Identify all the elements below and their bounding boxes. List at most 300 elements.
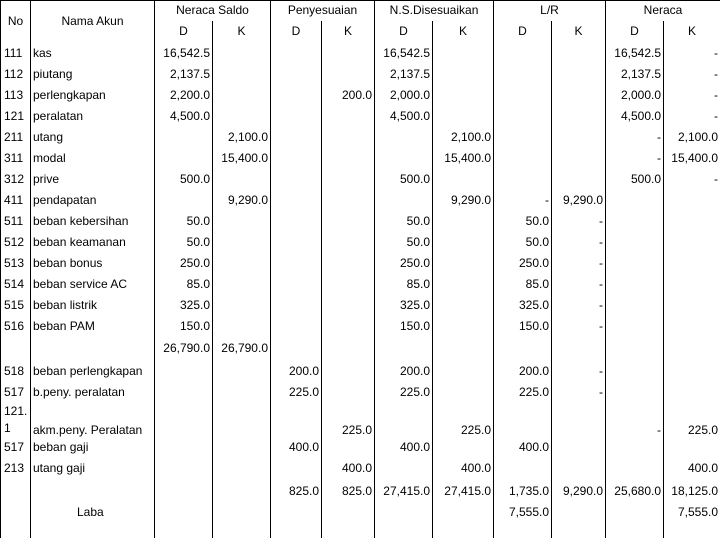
lr-debit-cell [494, 127, 552, 148]
adj-credit-cell [322, 316, 375, 337]
neraca-debit-cell [606, 382, 664, 403]
ns-debit-cell [155, 504, 213, 522]
adj-credit-cell [322, 232, 375, 253]
neraca-debit-cell [606, 458, 664, 479]
header-adjustments: Penyesuaian [271, 1, 375, 21]
nsd-debit-cell: 225.0 [375, 382, 433, 403]
ns-credit-cell [213, 437, 271, 458]
adj-credit-cell [322, 106, 375, 127]
lr-credit-cell [552, 64, 606, 85]
ns-debit-cell: 150.0 [155, 316, 213, 337]
lr-debit-cell: 7,555.0 [494, 504, 552, 522]
table-row [1, 274, 720, 295]
adj-debit-cell [271, 232, 322, 253]
ns-debit-cell: 16,542.5 [155, 43, 213, 64]
lr-debit-cell: 150.0 [494, 316, 552, 337]
adj-credit-cell [322, 190, 375, 211]
lr-debit-cell: 50.0 [494, 211, 552, 232]
account-name: beban service AC [31, 274, 155, 295]
adj-credit-cell: 200.0 [322, 85, 375, 106]
adj-debit-cell: 200.0 [271, 361, 322, 382]
account-name: b.peny. peralatan [31, 382, 155, 403]
lr-credit-cell [552, 148, 606, 169]
ns-debit-cell [155, 479, 213, 504]
account-name [31, 337, 155, 361]
lr-debit-cell [494, 43, 552, 64]
ns-credit-cell [213, 504, 271, 522]
header-debit: D [375, 21, 433, 43]
lr-debit-cell [494, 169, 552, 190]
nsd-debit-cell: 150.0 [375, 316, 433, 337]
adj-debit-cell [271, 106, 322, 127]
neraca-debit-cell: 500.0 [606, 169, 664, 190]
neraca-debit-cell [606, 190, 664, 211]
lr-debit-cell [494, 106, 552, 127]
adj-credit-cell: 225.0 [322, 403, 375, 437]
account-name: kas [31, 43, 155, 64]
account-number: 112 [1, 64, 31, 85]
table-row [1, 211, 720, 232]
lr-credit-cell: - [552, 361, 606, 382]
adj-debit-cell [271, 253, 322, 274]
adj-debit-cell: 400.0 [271, 437, 322, 458]
ns-debit-cell: 4,500.0 [155, 106, 213, 127]
nsd-debit-cell: 500.0 [375, 169, 433, 190]
ns-credit-cell [213, 479, 271, 504]
table-row [1, 382, 720, 403]
ns-debit-cell [155, 458, 213, 479]
header-debit: D [606, 21, 664, 43]
neraca-debit-cell: 25,680.0 [606, 479, 664, 504]
account-name [31, 479, 155, 504]
account-name: piutang [31, 64, 155, 85]
neraca-debit-cell: 2,137.5 [606, 64, 664, 85]
neraca-credit-cell [664, 361, 720, 382]
lr-credit-cell: - [552, 295, 606, 316]
adj-credit-cell [322, 522, 375, 538]
lr-debit-cell [494, 522, 552, 538]
nsd-credit-cell: 9,290.0 [433, 190, 494, 211]
nsd-credit-cell [433, 253, 494, 274]
ns-debit-cell: 50.0 [155, 211, 213, 232]
nsd-debit-cell: 50.0 [375, 232, 433, 253]
table-row [1, 85, 720, 106]
nsd-debit-cell: 4,500.0 [375, 106, 433, 127]
nsd-credit-cell: 15,400.0 [433, 148, 494, 169]
table-row [1, 169, 720, 190]
lr-debit-cell: 1,735.0 [494, 479, 552, 504]
adj-debit-cell [271, 127, 322, 148]
nsd-credit-cell [433, 64, 494, 85]
neraca-credit-cell: 2,100.0 [664, 127, 720, 148]
adj-credit-cell [322, 148, 375, 169]
neraca-credit-cell [664, 232, 720, 253]
nsd-debit-cell [375, 127, 433, 148]
ns-debit-cell: 85.0 [155, 274, 213, 295]
nsd-credit-cell [433, 169, 494, 190]
nsd-debit-cell [375, 522, 433, 538]
lr-credit-cell: - [552, 232, 606, 253]
nsd-debit-cell: 250.0 [375, 253, 433, 274]
ns-debit-cell: 26,790.0 [155, 337, 213, 361]
neraca-debit-cell [606, 316, 664, 337]
account-number: 111 [1, 43, 31, 64]
nsd-credit-cell [433, 361, 494, 382]
header-debit: D [494, 21, 552, 43]
table-row [1, 316, 720, 337]
header-no: No [1, 1, 31, 43]
lr-credit-cell [552, 127, 606, 148]
ns-credit-cell [213, 169, 271, 190]
neraca-debit-cell: - [606, 403, 664, 437]
nsd-debit-cell: 50.0 [375, 211, 433, 232]
neraca-credit-cell [664, 337, 720, 361]
lr-credit-cell [552, 437, 606, 458]
nsd-debit-cell: 2,000.0 [375, 85, 433, 106]
neraca-credit-cell [664, 211, 720, 232]
neraca-debit-cell: 16,542.5 [606, 43, 664, 64]
account-name: beban gaji [31, 437, 155, 458]
account-number: 121 [1, 106, 31, 127]
neraca-credit-cell [664, 253, 720, 274]
nsd-debit-cell: 27,415.0 [375, 479, 433, 504]
lr-debit-cell: 85.0 [494, 274, 552, 295]
nsd-credit-cell [433, 211, 494, 232]
account-name: beban listrik [31, 295, 155, 316]
lr-credit-cell: - [552, 274, 606, 295]
nsd-credit-cell [433, 382, 494, 403]
account-number: 513 [1, 253, 31, 274]
nsd-credit-cell [433, 337, 494, 361]
account-number: 514 [1, 274, 31, 295]
adj-debit-cell [271, 274, 322, 295]
account-number: 213 [1, 458, 31, 479]
table-row [1, 295, 720, 316]
adj-credit-cell [322, 295, 375, 316]
ns-debit-cell [155, 403, 213, 437]
nsd-credit-cell [433, 295, 494, 316]
adj-debit-cell [271, 337, 322, 361]
nsd-credit-cell: 400.0 [433, 458, 494, 479]
account-name: akm.peny. Peralatan [31, 403, 155, 437]
ns-credit-cell: 15,400.0 [213, 148, 271, 169]
account-name: beban bonus [31, 253, 155, 274]
ns-credit-cell [213, 522, 271, 538]
header-balance-sheet: Neraca [606, 1, 720, 21]
adj-debit-cell [271, 316, 322, 337]
account-number: 518 [1, 361, 31, 382]
lr-credit-cell [552, 169, 606, 190]
adj-credit-cell [322, 504, 375, 522]
header-debit: D [271, 21, 322, 43]
neraca-debit-cell [606, 361, 664, 382]
neraca-credit-cell: 15,400.0 [664, 148, 720, 169]
ns-credit-cell [213, 361, 271, 382]
ns-credit-cell: 9,290.0 [213, 190, 271, 211]
account-name: beban perlengkapan [31, 361, 155, 382]
neraca-credit-cell: 400.0 [664, 458, 720, 479]
nsd-debit-cell: 200.0 [375, 361, 433, 382]
account-number: 517 [1, 382, 31, 403]
adj-debit-cell [271, 148, 322, 169]
account-name: utang [31, 127, 155, 148]
lr-debit-cell: 225.0 [494, 382, 552, 403]
account-number: 311 [1, 148, 31, 169]
lr-debit-cell [494, 64, 552, 85]
header-credit: K [213, 21, 271, 43]
table-row [1, 361, 720, 382]
nsd-debit-cell [375, 458, 433, 479]
header-trial-balance: Neraca Saldo [155, 1, 271, 21]
adj-credit-cell [322, 253, 375, 274]
adj-debit-cell [271, 64, 322, 85]
table-row [1, 64, 720, 85]
neraca-credit-cell [664, 274, 720, 295]
table-row [1, 106, 720, 127]
nsd-credit-cell [433, 232, 494, 253]
nsd-credit-cell: 2,100.0 [433, 127, 494, 148]
lr-debit-cell: 250.0 [494, 253, 552, 274]
account-name: prive [31, 169, 155, 190]
ns-debit-cell [155, 382, 213, 403]
ns-debit-cell [155, 522, 213, 538]
nsd-debit-cell: 325.0 [375, 295, 433, 316]
lr-credit-cell: - [552, 211, 606, 232]
ns-debit-cell: 250.0 [155, 253, 213, 274]
adj-debit-cell [271, 295, 322, 316]
nsd-credit-cell [433, 504, 494, 522]
table-row [1, 458, 720, 479]
account-number [1, 504, 31, 522]
lr-credit-cell [552, 504, 606, 522]
lr-credit-cell [552, 458, 606, 479]
table-row [1, 504, 720, 522]
table-row [1, 127, 720, 148]
lr-debit-cell: 50.0 [494, 232, 552, 253]
lr-credit-cell [552, 522, 606, 538]
neraca-debit-cell [606, 274, 664, 295]
adj-credit-cell [322, 127, 375, 148]
lr-debit-cell: - [494, 190, 552, 211]
table-row [1, 43, 720, 64]
account-number [1, 479, 31, 504]
adj-credit-cell: 825.0 [322, 479, 375, 504]
neraca-debit-cell [606, 211, 664, 232]
table-row [1, 403, 720, 437]
neraca-credit-cell [664, 190, 720, 211]
account-name: Laba [31, 504, 155, 522]
lr-debit-cell [494, 337, 552, 361]
nsd-debit-cell: 85.0 [375, 274, 433, 295]
ns-credit-cell [213, 85, 271, 106]
lr-credit-cell [552, 85, 606, 106]
adj-debit-cell: 825.0 [271, 479, 322, 504]
ns-credit-cell [213, 274, 271, 295]
ns-credit-cell: 26,790.0 [213, 337, 271, 361]
header-adjusted-tb: N.S.Disesuaikan [375, 1, 494, 21]
lr-debit-cell [494, 458, 552, 479]
header-row-groups [1, 1, 720, 21]
neraca-debit-cell [606, 437, 664, 458]
neraca-debit-cell: - [606, 148, 664, 169]
account-number: 411 [1, 190, 31, 211]
nsd-credit-cell [433, 43, 494, 64]
ns-debit-cell [155, 127, 213, 148]
account-name: peralatan [31, 106, 155, 127]
nsd-credit-cell: 27,415.0 [433, 479, 494, 504]
lr-debit-cell: 325.0 [494, 295, 552, 316]
adj-debit-cell [271, 169, 322, 190]
ns-credit-cell [213, 106, 271, 127]
nsd-credit-cell [433, 106, 494, 127]
nsd-credit-cell [433, 522, 494, 538]
account-name: beban keamanan [31, 232, 155, 253]
neraca-credit-cell [664, 295, 720, 316]
lr-debit-cell [494, 403, 552, 437]
account-name: perlengkapan [31, 85, 155, 106]
table-row [1, 437, 720, 458]
nsd-debit-cell [375, 403, 433, 437]
lr-credit-cell: - [552, 316, 606, 337]
account-number: 516 [1, 316, 31, 337]
account-number [1, 337, 31, 361]
adj-credit-cell [322, 437, 375, 458]
neraca-credit-cell: - [664, 169, 720, 190]
adj-credit-cell [322, 382, 375, 403]
nsd-credit-cell [433, 437, 494, 458]
adj-debit-cell [271, 403, 322, 437]
adj-debit-cell [271, 211, 322, 232]
neraca-debit-cell [606, 295, 664, 316]
account-number: 517 [1, 437, 31, 458]
neraca-credit-cell [664, 316, 720, 337]
lr-credit-cell [552, 337, 606, 361]
adj-debit-cell [271, 43, 322, 64]
adj-credit-cell [322, 169, 375, 190]
header-credit: K [664, 21, 720, 43]
neraca-debit-cell: 2,000.0 [606, 85, 664, 106]
ns-debit-cell: 2,137.5 [155, 64, 213, 85]
adj-credit-cell [322, 337, 375, 361]
header-income-statement: L/R [494, 1, 606, 21]
neraca-debit-cell [606, 337, 664, 361]
nsd-debit-cell: 400.0 [375, 437, 433, 458]
account-name: utang gaji [31, 458, 155, 479]
nsd-debit-cell [375, 504, 433, 522]
table-row [1, 337, 720, 361]
adj-credit-cell [322, 43, 375, 64]
account-number: 512 [1, 232, 31, 253]
account-name: beban PAM [31, 316, 155, 337]
neraca-credit-cell: 225.0 [664, 403, 720, 437]
account-number: 515 [1, 295, 31, 316]
ns-credit-cell [213, 403, 271, 437]
lr-debit-cell: 400.0 [494, 437, 552, 458]
ns-credit-cell [213, 458, 271, 479]
adj-debit-cell [271, 522, 322, 538]
account-number [1, 522, 31, 538]
lr-debit-cell [494, 148, 552, 169]
neraca-debit-cell [606, 232, 664, 253]
ns-credit-cell [213, 253, 271, 274]
nsd-credit-cell [433, 316, 494, 337]
adj-credit-cell [322, 361, 375, 382]
adj-credit-cell [322, 274, 375, 295]
ns-credit-cell [213, 295, 271, 316]
header-account: Nama Akun [31, 1, 155, 43]
neraca-credit-cell: - [664, 43, 720, 64]
ns-debit-cell: 325.0 [155, 295, 213, 316]
neraca-debit-cell: 4,500.0 [606, 106, 664, 127]
ns-debit-cell: 50.0 [155, 232, 213, 253]
adj-debit-cell [271, 190, 322, 211]
neraca-credit-cell: 7,555.0 [664, 504, 720, 522]
nsd-credit-cell [433, 274, 494, 295]
adj-debit-cell: 225.0 [271, 382, 322, 403]
adj-debit-cell [271, 504, 322, 522]
lr-credit-cell: - [552, 253, 606, 274]
neraca-debit-cell [606, 253, 664, 274]
ns-credit-cell [213, 382, 271, 403]
header-debit: D [155, 21, 213, 43]
account-name: modal [31, 148, 155, 169]
ns-debit-cell: 2,200.0 [155, 85, 213, 106]
neraca-credit-cell: - [664, 85, 720, 106]
adj-debit-cell [271, 85, 322, 106]
nsd-debit-cell: 2,137.5 [375, 64, 433, 85]
account-number: 211 [1, 127, 31, 148]
table-row [1, 148, 720, 169]
table-row [1, 253, 720, 274]
ns-credit-cell [213, 316, 271, 337]
ns-credit-cell [213, 232, 271, 253]
header-credit: K [552, 21, 606, 43]
lr-credit-cell: 9,290.0 [552, 190, 606, 211]
neraca-debit-cell [606, 522, 664, 538]
lr-debit-cell: 200.0 [494, 361, 552, 382]
neraca-debit-cell [606, 504, 664, 522]
table-row [1, 190, 720, 211]
neraca-credit-cell: - [664, 106, 720, 127]
ns-debit-cell [155, 190, 213, 211]
neraca-debit-cell: - [606, 127, 664, 148]
account-name [31, 522, 155, 538]
adj-credit-cell [322, 64, 375, 85]
table-row [1, 232, 720, 253]
ns-credit-cell [213, 64, 271, 85]
account-number: 511 [1, 211, 31, 232]
ns-debit-cell [155, 437, 213, 458]
lr-credit-cell [552, 43, 606, 64]
account-number: 121. 1 [1, 403, 31, 437]
adj-credit-cell [322, 211, 375, 232]
lr-credit-cell [552, 403, 606, 437]
neraca-credit-cell [664, 437, 720, 458]
neraca-credit-cell [664, 382, 720, 403]
account-name: beban kebersihan [31, 211, 155, 232]
lr-credit-cell [552, 106, 606, 127]
lr-credit-cell: - [552, 382, 606, 403]
neraca-credit-cell: 18,125.0 [664, 479, 720, 504]
account-number: 312 [1, 169, 31, 190]
ns-debit-cell [155, 361, 213, 382]
header-credit: K [433, 21, 494, 43]
account-name: pendapatan [31, 190, 155, 211]
ns-credit-cell [213, 43, 271, 64]
ns-debit-cell [155, 148, 213, 169]
ns-credit-cell [213, 211, 271, 232]
ns-credit-cell: 2,100.0 [213, 127, 271, 148]
